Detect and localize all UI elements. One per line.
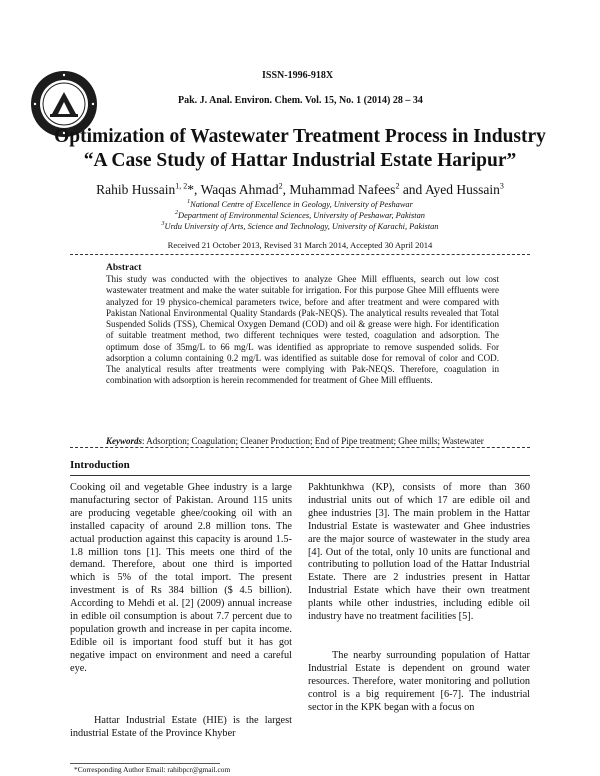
keywords-text: : Adsorption; Coagulation; Cleaner Production; End of Pipe treatment; Ghee mills; Wastewater	[142, 436, 484, 446]
affiliation-1: $^1$National Centre of Excellence in Geology, University of Peshawar	[187, 199, 413, 209]
paragraph: The nearby surrounding population of Hattar Industrial Estate is dependent on ground water resources. Therefore, water monitoring and pollution control is a big requirement [6-7]. The industrial sector in the KPK began with a focus on	[308, 650, 530, 713]
keywords	[106, 436, 484, 446]
paper-title-line-1: Optimization of Wastewater Treatment Process in Industry	[54, 126, 546, 147]
journal-citation: Pak. J. Anal. Environ. Chem. Vol. 15, No. 1 (2014) 28 – 34	[178, 95, 423, 106]
author-name: Muhammad Nafees	[289, 182, 396, 197]
corresponding-mark: *	[187, 182, 195, 197]
author-name: Ayed Hussain	[424, 182, 500, 197]
footnote-corresponding-author: *Corresponding Author Email: rahibpcr@gmail.com	[74, 765, 231, 774]
divider-top	[70, 254, 530, 255]
author-list: Rahib Hussain$^{1, 2}$*, Waqas Ahmad$^2$, Muhammad Nafees$^2$ and Ayed Hussain$^3$	[96, 181, 504, 197]
paragraph: Cooking oil and vegetable Ghee industry is a large manufacturing sector of Pakistan. Around 115 units are producing vegetable ghee/cooking oil with an installed capacity of around 2.8 million tons. The actual production against this capacity is around 1.5-1.8 million tons [1]. This meets one third of the demand. Therefore, about one third is imported which is 5% of the total import. The present investment is of Rs 384 billion ($ 4.5 billion). According to Mehdi et al. [2] (2009) annual increase in edible oil consumption is about 7.7 percent due to population growth and increase in per capita income. Edible oil is important food stuff but it has got negative impact on environment and need a careful eye.	[70, 482, 292, 674]
author-affiliation-mark: 2	[395, 181, 400, 191]
section-rule	[70, 475, 530, 476]
footnote-rule	[70, 763, 220, 764]
paragraph: Hattar Industrial Estate (HIE) is the largest industrial Estate of the Province Khyber	[70, 715, 292, 739]
section-heading-introduction: Introduction	[70, 459, 130, 471]
paper-title-line-2: “A Case Study of Hattar Industrial Estate Haripur”	[83, 150, 517, 171]
keywords-label: Keywords	[106, 436, 142, 446]
divider-bottom	[70, 447, 530, 448]
issn: ISSN-1996-918X	[262, 70, 334, 81]
author-affiliation-mark: 3	[499, 181, 504, 191]
abstract-heading: Abstract	[106, 263, 142, 273]
affiliation-3: $^3$Urdu University of Arts, Science and Technology, University of Karachi, Pakistan	[161, 221, 439, 231]
abstract-text: This study was conducted with the objectives to analyze Ghee Mill effluents, search out low cost wastewater treatment and make the water suitable for irrigation. For this purpose Ghee Mill effluents were analyzed for 19 physico-chemical parameters twice, before and after treatment and were compared with Pakistan National Environmental Quality Standards (Pak-NEQS). The analytical results revealed that Total Suspended Solids (TSS), Chemical Oxygen Demand (COD) and oil & grease were high. For identification of suitable treatment method, two different techniques were tested, coagulation and adsorption. The optimum dose of 35mg/L to 66 mg/L was identified as appropriate to remove suspended solids. For adsorption a column containing 0.2 mg/L was identified as suitable dose for removal of color and COD. The analytical results after treatments were complying with Pak-NEQS. Therefore, coagulation in combination with adsorption is herein recommended for treatment of Ghee Mill effluents.	[106, 274, 499, 386]
author-name: Waqas Ahmad	[200, 182, 279, 197]
author-affiliation-mark: 1, 2	[175, 181, 188, 191]
affiliation-2: $^2$Department of Environmental Sciences, University of Peshawar, Pakistan	[175, 210, 425, 220]
paragraph: Pakhtunkhwa (KP), consists of more than 360 industrial units out of which 17 are edible oil and ghee industries [3]. The main problem in the Hattar Industrial Estate is wastewater and Ghee industries are the major source of wastewater in the study area [4]. Out of the total, only 10 units are functional and contributing to pollution load of the Hattar Industrial Estate. There are 2 industries present in Hattar Industrial Estate which have their own treatment plants while other industries, including edible oil industry have no treatment facilities [5].	[308, 482, 530, 623]
received-dates: Received 21 October 2013, Revised 31 March 2014, Accepted 30 April 2014	[167, 240, 433, 250]
author-name: Rahib Hussain	[96, 182, 176, 197]
author-affiliation-mark: 2	[278, 181, 283, 191]
